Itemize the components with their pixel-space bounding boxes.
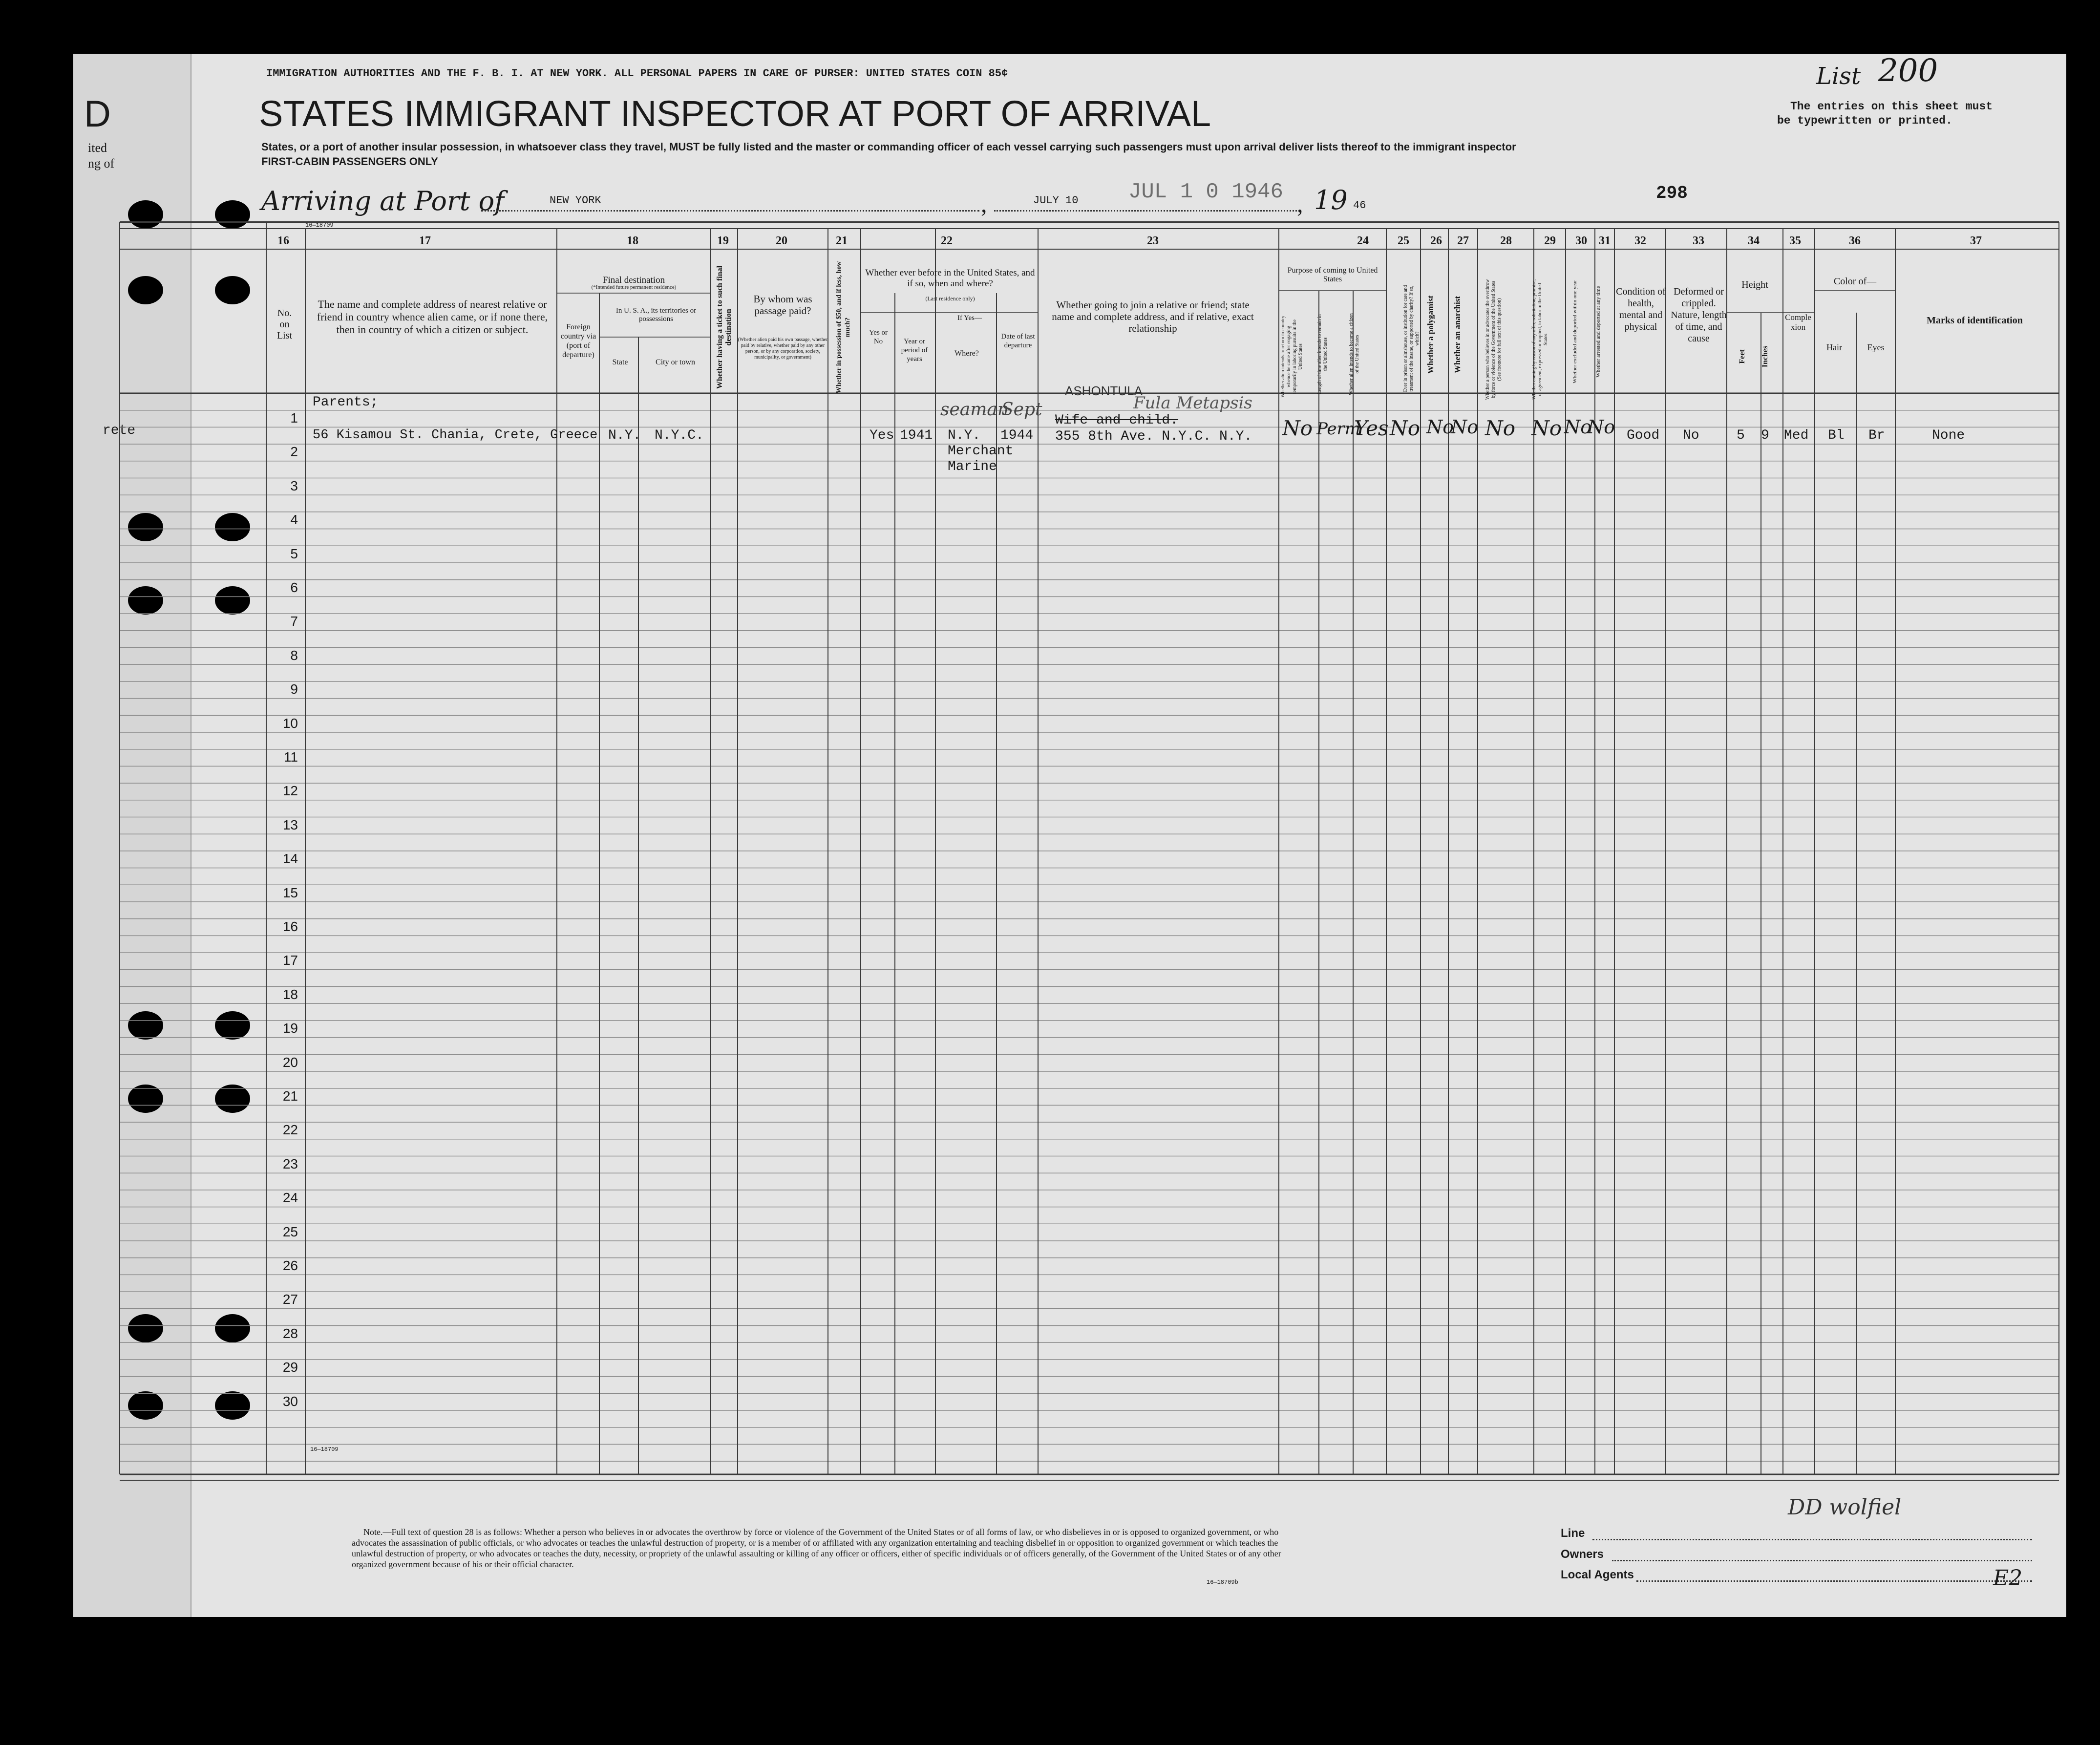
state-value: N.Y.: [608, 428, 641, 443]
row-number: 29: [282, 1360, 298, 1375]
where-value-2: Merchant: [948, 444, 1014, 459]
hair-value: Bl: [1828, 428, 1845, 443]
list-label: List: [1816, 63, 1861, 90]
length-answer: Perm: [1316, 419, 1360, 439]
row-number: 19: [282, 1021, 298, 1036]
row-number: 14: [282, 851, 298, 867]
header-passage-paid: By whom was passage paid?: [753, 293, 812, 317]
line-dotted: [1592, 1539, 2032, 1540]
row-number: 28: [282, 1325, 298, 1341]
header-complexion: Complexion: [1785, 313, 1811, 332]
header-if-yes: If Yes—: [957, 314, 982, 322]
owners-label: Owners: [1561, 1548, 1604, 1561]
where-value-3: Marine: [948, 459, 997, 474]
relative-address: 56 Kisamou St. Chania, Crete, Greece: [313, 428, 598, 443]
header-color-of: Color of—: [1833, 276, 1877, 287]
entries-note-1: The entries on this sheet must: [1790, 100, 1993, 113]
row-number: 23: [282, 1156, 298, 1171]
row-number: 17: [282, 953, 298, 968]
form-title: STATES IMMIGRANT INSPECTOR AT PORT OF ARRIVAL: [259, 93, 1211, 134]
departure-date-handwritten: Sept: [1001, 400, 1042, 420]
row-number: 27: [282, 1292, 298, 1307]
arrested-answer: No: [1588, 416, 1615, 438]
complexion-value: Med: [1784, 428, 1809, 443]
form-code-bottom: 16—18709: [310, 1446, 339, 1453]
header-been-before: Whether ever before in the United States, and if so, when and where?: [865, 268, 1035, 289]
excluded-answer: No: [1564, 416, 1592, 438]
header-purpose-a: Whether alien intends to return to country whence he came after engaging temporarily in laboring pursuits in the United States: [1280, 316, 1303, 398]
left-fragment-line2: ng of: [88, 156, 115, 170]
header-labor-offer: Whether coming by reason of any offer, solicitation, promise, or agreement, expressed or implied, to labor in the United States: [1531, 279, 1548, 400]
row-number: 21: [282, 1088, 298, 1104]
row-number: 9: [290, 681, 298, 697]
column-number: 17: [419, 234, 431, 247]
header-deformed: Deformed or crippled. Nature, length of time, and cause: [1671, 286, 1727, 344]
column-number: 27: [1457, 234, 1469, 247]
column-number: 30: [1575, 234, 1587, 247]
row-number: 24: [282, 1190, 298, 1206]
list-number: 200: [1878, 53, 1938, 89]
column-number: 26: [1430, 234, 1442, 247]
column-number: 29: [1544, 234, 1556, 247]
eyes-value: Br: [1868, 428, 1885, 443]
city-value: N.Y.C.: [655, 428, 704, 443]
feet-value: 5: [1737, 428, 1745, 443]
relative-label: Parents;: [313, 395, 379, 410]
column-number: 16: [277, 234, 289, 247]
line-label: Line: [1561, 1527, 1585, 1540]
header-final-destination-sub: (*Intended future permanent residence): [591, 284, 677, 290]
port-value: NEW YORK: [550, 194, 601, 207]
row-number: 4: [290, 512, 298, 528]
row-number: 11: [283, 749, 298, 765]
column-number: 33: [1693, 234, 1704, 247]
header-purpose-c: Whether alien intends to become a citizen of the United States: [1349, 313, 1360, 395]
date-value: JULY 10: [1033, 194, 1079, 207]
header-anarchist: Whether an anarchist: [1453, 296, 1462, 374]
corner-mark: E2: [1993, 1566, 2023, 1591]
header-eyes: Eyes: [1867, 342, 1885, 352]
column-number: 22: [941, 234, 953, 247]
inspector-signature: DD wolfiel: [1788, 1495, 1902, 1520]
column-number: 21: [836, 234, 848, 247]
row-number: 6: [290, 580, 298, 595]
header-health: Condition of health, mental and physical: [1616, 286, 1666, 332]
row-number: 8: [290, 647, 298, 663]
agents-dotted: [1636, 1580, 2032, 1582]
column-number: 34: [1748, 234, 1760, 247]
row-number: 20: [282, 1054, 298, 1070]
where-value-1: N.Y.: [948, 428, 981, 443]
header-in-usa: In U. S. A., its territories or possessions: [615, 307, 697, 323]
header-join-relative: Whether going to join a relative or friend; state name and complete address, and if relative, exact relationship: [1052, 299, 1254, 334]
column-number: 19: [717, 234, 729, 247]
row-number: 18: [282, 986, 298, 1002]
header-height: Height: [1741, 279, 1768, 290]
header-ticket: Whether having a ticket to such final destination: [716, 265, 733, 389]
header-state: State: [612, 358, 628, 366]
arriving-label: Arriving at Port of: [261, 186, 505, 216]
header-overthrow: Whether a person who believes in or advocates the overthrow by force or violence of the Government of the United States (See footnote for full text of this question): [1485, 279, 1502, 400]
row-number: 5: [290, 546, 298, 561]
row-number: 3: [290, 478, 298, 493]
header-city: City or town: [656, 358, 695, 366]
year-value: 1941: [900, 428, 933, 443]
header-where: Where?: [955, 349, 979, 358]
header-purpose: Purpose of coming to United States: [1287, 266, 1378, 283]
header-fifty-dollars: Whether in possession of $50, and if less, how much?: [835, 261, 851, 394]
departure-year-value: 1944: [1000, 428, 1034, 443]
header-date-departure: Date of last departure: [1001, 333, 1035, 349]
page-number: 298: [1656, 183, 1688, 203]
row-number: 12: [282, 783, 298, 799]
column-number: 32: [1634, 234, 1646, 247]
header-passage-paid-sub: (Whether alien paid his own passage, whether paid by relative, whether paid by any other person, or by any corporation, society, municipality, or government): [738, 337, 828, 360]
header-foreign-country: Foreign country via (port of departure): [560, 323, 596, 359]
left-fragment-letter: D: [84, 93, 111, 135]
marks-value: None: [1932, 428, 1965, 443]
form-code-top: 16—18709: [305, 222, 334, 229]
inches-value: 9: [1761, 428, 1769, 443]
left-fragment-line1: ited: [88, 141, 107, 155]
citizen-answer: Yes: [1354, 416, 1389, 440]
column-number: 37: [1970, 234, 1982, 247]
year-suffix: 46: [1353, 199, 1366, 212]
agents-label: Local Agents: [1561, 1568, 1634, 1581]
footnote: Note.—Full text of question 28 is as follows: Whether a person who believes in or advocates the overthrow by force or violence of the Government of the United States or of all forms of law, or who disbelieves in or is opposed to organized government, or who advocates the assassination of public officials, or who advocates or teaches the unlawful destruction of property, or is a member of or affiliated with any organization entertaining and teaching disbelief in or opposition to organized government or which teaches the unlawful destruction of property, or who advocates or teaches the duty, necessity, or propriety of the unlawful assaulting or killing of any officer or officers, either of specific individuals or of officers generally, of the Government of the United States or of any other organized government because of his or their official character.: [352, 1527, 1281, 1569]
join-address: 355 8th Ave. N.Y.C. N.Y.: [1055, 429, 1252, 444]
row-number: 16: [282, 919, 298, 934]
join-handwritten-city: ASHONTULA: [1065, 383, 1143, 398]
form-subtitle: States, or a port of another insular possession, in whatsoever class they travel, MUST be fully listed and the master or commanding officer of each vessel carrying such passengers must upon arrival deliver lists thereof to the immigrant inspector: [261, 141, 1516, 153]
year-prefix: 19: [1314, 185, 1348, 215]
first-cabin-label: FIRST-CABIN PASSENGERS ONLY: [261, 155, 438, 168]
column-number: 18: [627, 234, 638, 247]
header-hair: Hair: [1826, 342, 1842, 352]
return-answer: No: [1282, 416, 1313, 440]
row-number: 10: [282, 715, 298, 731]
row-number: 2: [290, 444, 298, 460]
header-feet: Feet: [1738, 349, 1746, 364]
prison-answer: No: [1390, 416, 1421, 440]
comma-1: ,: [981, 190, 987, 217]
row-number: 13: [282, 817, 298, 832]
header-polygamist: Whether a polygamist: [1426, 295, 1435, 374]
where-handwritten: seaman: [940, 400, 1009, 420]
row-number: 7: [290, 614, 298, 629]
top-strip-text: IMMIGRATION AUTHORITIES AND THE F. B. I. AT NEW YORK. ALL PERSONAL PAPERS IN CARE OF PURSER: UNITED STATES COIN 85¢: [266, 67, 1008, 80]
been-before-value: Yes: [870, 428, 894, 443]
row-number: 26: [282, 1258, 298, 1273]
column-number: 24: [1357, 234, 1369, 247]
header-prison: Ever in prison or almshouse, or institution for care and treatment of the insane, or supported by charity? If so, which?: [1403, 285, 1420, 392]
column-number: 36: [1849, 234, 1861, 247]
header-nearest-relative: The name and complete address of nearest relative or friend in country whence alien came, or if none there, then in country of which a citizen or subject.: [317, 298, 548, 336]
row-number: 15: [282, 885, 298, 900]
column-number: 35: [1789, 234, 1801, 247]
header-arrested: Whether arrested and deported at any time: [1595, 286, 1601, 378]
health-value: Good: [1627, 428, 1660, 443]
row-number: 1: [290, 410, 298, 426]
row-number: 22: [282, 1122, 298, 1138]
deformed-value: No: [1683, 428, 1699, 443]
column-number: 31: [1599, 234, 1611, 247]
left-fragment-entry: rete: [103, 423, 136, 438]
column-number: 23: [1147, 234, 1159, 247]
entries-note-2: be typewritten or printed.: [1777, 114, 1952, 127]
date-stamp: JUL 1 0 1946: [1128, 180, 1283, 204]
labor-offer-answer: No: [1531, 416, 1562, 440]
comma-2: ,: [1297, 190, 1303, 217]
header-marks: Marks of identification: [1927, 315, 2023, 326]
owners-dotted: [1612, 1560, 2032, 1561]
anarchist-answer: No: [1451, 416, 1479, 438]
row-number: 30: [282, 1393, 298, 1409]
footnote-code: 16—18709b: [1207, 1579, 1238, 1586]
header-inches: Inches: [1761, 345, 1769, 368]
header-final-destination: Final destination: [602, 275, 665, 285]
row-number: 25: [282, 1224, 298, 1239]
column-number: 28: [1500, 234, 1512, 247]
header-been-before-sub: (Last residence only): [925, 295, 975, 302]
header-year: Year or period of years: [901, 338, 928, 363]
column-number: 20: [776, 234, 787, 247]
header-excluded: Whether excluded and deported within one year: [1572, 280, 1578, 383]
overthrow-answer: No: [1485, 416, 1516, 440]
header-no-on-list: No. on List: [276, 308, 293, 341]
join-relationship: Wife and child.: [1055, 413, 1179, 428]
header-yes-no: Yes or No: [869, 329, 888, 345]
join-handwritten-name: Fula Metapsis: [1133, 393, 1252, 413]
column-number: 25: [1398, 234, 1409, 247]
polygamist-answer: No: [1426, 416, 1454, 438]
header-purpose-b: Length of time alien intends to remain in the United States: [1317, 314, 1328, 394]
